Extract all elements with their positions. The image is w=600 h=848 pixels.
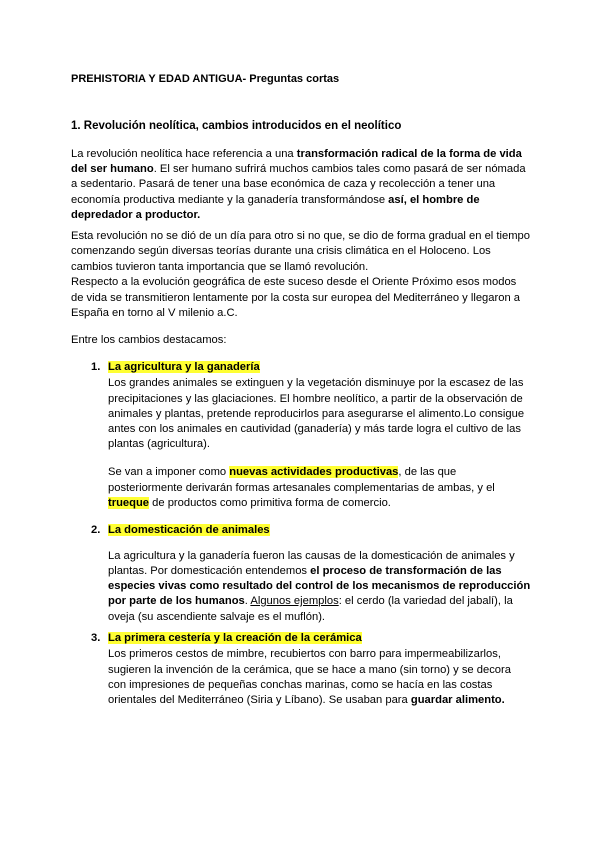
item1-line-1: Los grandes animales se extinguen y la vegetación disminuye por la escasez de las — [108, 377, 524, 389]
bold-segment: especies vivas como resultado del control de los mecanismos de reproducción — [108, 580, 531, 592]
item1-second-line-2: posteriormente derivarán formas artesanales complementarias de ambas, y el — [108, 482, 495, 494]
item2-line-2 — [108, 564, 502, 580]
item1-line-2: precipitaciones y las glaciaciones. El hombre neolítico, a partir de la observación de — [108, 393, 523, 405]
paragraph-1-line-4 — [71, 193, 480, 209]
bold-segment: así, el hombre de — [388, 194, 480, 206]
document-title: PREHISTORIA Y EDAD ANTIGUA- Preguntas cortas — [71, 73, 340, 85]
item3-line-1: Los primeros cestos de mimbre, recubiertos con barro para impermeabilizarlos, — [108, 648, 501, 660]
item3-line-2: sugieren la invención de la cerámica, que se hace a mano (sin torno) y se decora — [108, 664, 511, 676]
text-segment: , de las que — [398, 466, 457, 478]
paragraph-2-line-4: Respecto a la evolución geográfica de este suceso desde el Oriente Próximo esos modos — [71, 276, 517, 288]
section-heading-1: 1. Revolución neolítica, cambios introducidos en el neolítico — [71, 120, 402, 132]
highlighted-heading: La agricultura y la ganadería — [108, 361, 260, 373]
list-heading-1 — [108, 361, 260, 373]
list-heading-3 — [108, 632, 362, 644]
text-segment: . El ser humano sufrirá muchos cambios tales como pasará de ser nómada — [153, 163, 526, 175]
paragraph-2-line-3: cambios tuvieron tanta importancia que se llamó revolución. — [71, 261, 369, 273]
text-segment: . — [244, 595, 251, 607]
underlined-segment: Algunos ejemplos — [250, 595, 339, 607]
bold-segment: por parte de los humanos — [108, 595, 245, 607]
highlighted-heading: La primera cestería y la creación de la cerámica — [108, 632, 362, 644]
paragraph-2-line-2: comenzando según diversas teorías durante una crisis climática en el Holoceno. Los — [71, 245, 491, 257]
highlighted-heading: La domesticación de animales — [108, 524, 270, 536]
paragraph-1-line-3: a sedentario. Pasará de tener una base económica de caza y recolección a tener una — [71, 178, 496, 190]
paragraph-2-line-5: de vida se transmitieron lentamente por la costa sur europea del Mediterráneo y llegaron a — [71, 292, 520, 304]
item1-line-4: antes con los animales en cautividad (ganadería) y más tarde logra el cultivo de las — [108, 423, 521, 435]
list-number-1: 1. — [91, 361, 101, 373]
highlighted-bold-segment: nuevas actividades productivas — [229, 466, 399, 478]
list-number-2: 2. — [91, 524, 101, 536]
bold-segment: guardar alimento. — [410, 694, 505, 706]
paragraph-3: Entre los cambios destacamos: — [71, 334, 227, 346]
bold-segment: el proceso de transformación de las — [310, 565, 502, 577]
text-segment: La revolución neolítica hace referencia a una — [71, 148, 297, 160]
text-segment: : el cerdo (la variedad del jabalí), la — [338, 595, 513, 607]
item2-line-1: La agricultura y la ganadería fueron las causas de la domesticación de animales y — [108, 550, 515, 562]
text-segment: Se van a imponer como — [108, 466, 230, 478]
item3-line-3: con impresiones de pequeñas conchas marinas, como se hacía en las costas — [108, 679, 493, 691]
list-number-3: 3. — [91, 632, 101, 644]
item2-line-4 — [108, 594, 513, 610]
text-segment: plantas. Por domesticación entendemos — [108, 565, 311, 577]
text-segment: de productos como primitiva forma de comercio. — [149, 497, 391, 509]
bold-segment: depredador a productor. — [71, 209, 201, 221]
text-segment: economía productiva mediante y la ganadería transformándose — [71, 194, 389, 206]
paragraph-1-line-2 — [71, 162, 526, 178]
bold-segment: transformación radical de la forma de vida — [296, 148, 522, 160]
list-heading-2 — [108, 524, 270, 536]
item1-second-line-3 — [108, 496, 391, 512]
paragraph-1-line-5 — [71, 208, 200, 224]
paragraph-2-line-6: España en torno al V milenio a.C. — [71, 307, 238, 319]
item1-line-5: plantas (agricultura). — [108, 438, 210, 450]
item1-line-3: animales y plantas, pretende reproducirlos para asegurarse el alimento.Lo consigue — [108, 408, 525, 420]
paragraph-1-line-1 — [71, 147, 522, 163]
paragraph-2-line-1: Esta revolución no se dió de un día para otro si no que, se dio de forma gradual en el tiempo — [71, 230, 530, 242]
item3-line-4 — [108, 693, 505, 709]
item2-line-5: oveja (su ascendiente salvaje es el muflón). — [108, 611, 326, 623]
text-segment: orientales del Mediterráneo (Siria y Líbano). Se usaban para — [108, 694, 411, 706]
item1-second-line-1 — [108, 465, 456, 481]
bold-segment: del ser humano — [71, 163, 154, 175]
item2-line-3 — [108, 579, 530, 595]
highlighted-bold-segment: trueque — [108, 497, 150, 509]
